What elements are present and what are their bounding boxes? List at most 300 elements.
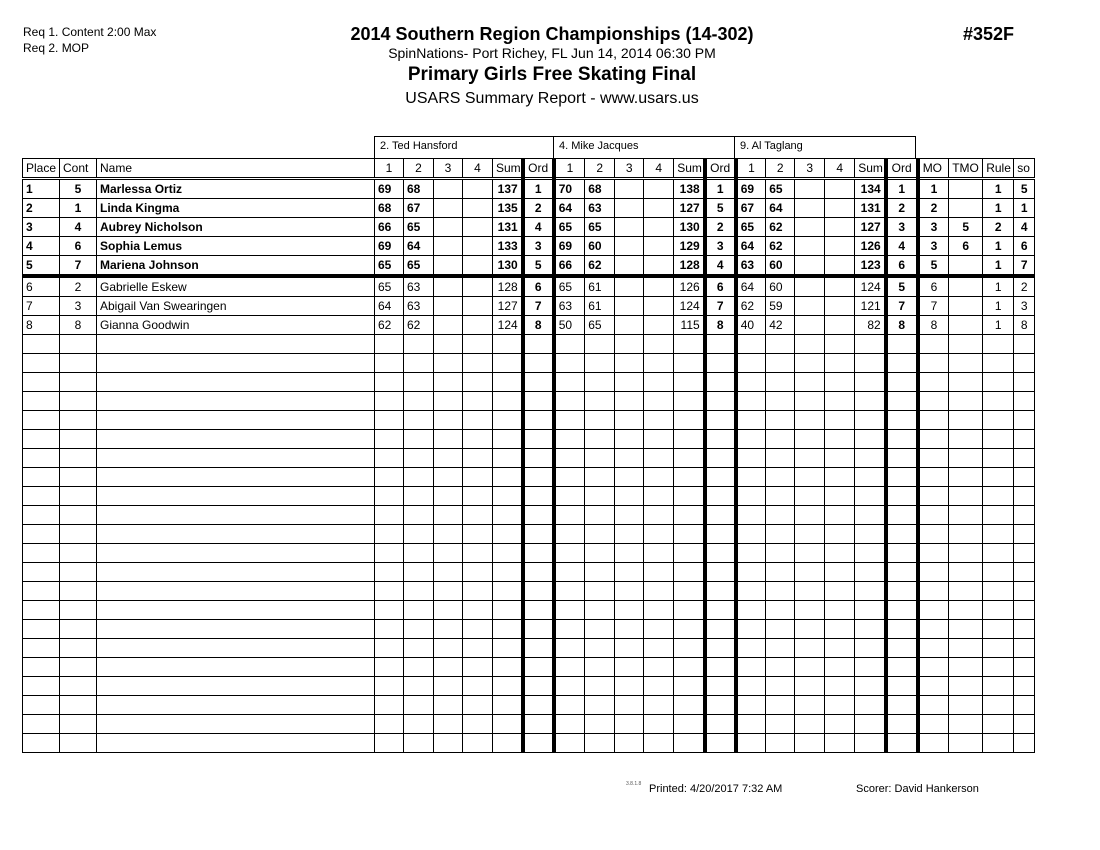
tmo-cell [949, 179, 983, 199]
table-row [23, 316, 1035, 335]
empty-cell [644, 601, 674, 620]
empty-cell [983, 658, 1014, 677]
empty-cell [434, 449, 463, 468]
judge-2-score-1: 65 [554, 276, 585, 297]
empty-row [23, 696, 1035, 715]
empty-cell [644, 544, 674, 563]
empty-cell [736, 449, 766, 468]
empty-cell [97, 449, 375, 468]
judge-1-score-2: 63 [404, 297, 434, 316]
rule-cell: 1 [983, 297, 1014, 316]
empty-cell [523, 563, 554, 582]
empty-cell [60, 544, 97, 563]
judge-2-ordinal: 6 [705, 276, 736, 297]
empty-cell [736, 582, 766, 601]
empty-cell [463, 449, 493, 468]
judge-3-score-3 [795, 297, 825, 316]
empty-cell [463, 487, 493, 506]
version-label: 3.8.1.8 [626, 781, 642, 787]
table-row [23, 218, 1035, 237]
empty-cell [949, 430, 983, 449]
empty-cell [705, 696, 736, 715]
empty-cell [918, 392, 949, 411]
judge-3-score-1: 63 [736, 256, 766, 277]
empty-cell [886, 487, 918, 506]
rule-cell: 1 [983, 237, 1014, 256]
empty-cell [60, 392, 97, 411]
empty-cell [949, 734, 983, 753]
empty-cell [886, 677, 918, 696]
empty-cell [1014, 639, 1035, 658]
empty-cell [825, 639, 855, 658]
empty-cell [949, 506, 983, 525]
judge-2-score-2: 65 [585, 218, 615, 237]
empty-row [23, 449, 1035, 468]
empty-cell [825, 544, 855, 563]
empty-cell [97, 392, 375, 411]
j3-col-ord: Ord [886, 159, 918, 179]
empty-cell [463, 582, 493, 601]
place-cell: 2 [23, 199, 60, 218]
judge-3-score-3 [795, 179, 825, 199]
judge-3-score-4 [825, 199, 855, 218]
empty-cell [554, 582, 585, 601]
empty-cell [855, 563, 886, 582]
judge-3-ordinal: 5 [886, 276, 918, 297]
empty-cell [766, 506, 795, 525]
judge-1-ordinal: 8 [523, 316, 554, 335]
judge-3-score-1: 65 [736, 218, 766, 237]
judge-1-score-3 [434, 276, 463, 297]
empty-cell [463, 696, 493, 715]
empty-cell [463, 620, 493, 639]
empty-cell [554, 620, 585, 639]
empty-cell [585, 354, 615, 373]
empty-cell [23, 487, 60, 506]
empty-row [23, 506, 1035, 525]
report-title: USARS Summary Report - www.usars.us [405, 90, 699, 107]
empty-cell [23, 354, 60, 373]
empty-cell [404, 677, 434, 696]
empty-cell [23, 449, 60, 468]
empty-cell [23, 544, 60, 563]
empty-cell [434, 392, 463, 411]
empty-cell [918, 354, 949, 373]
empty-cell [918, 449, 949, 468]
empty-cell [855, 677, 886, 696]
empty-row [23, 734, 1035, 753]
empty-cell [554, 354, 585, 373]
empty-cell [23, 677, 60, 696]
judge-3-score-4 [825, 276, 855, 297]
tmo-cell: 6 [949, 237, 983, 256]
j3-col-1: 1 [736, 159, 766, 179]
empty-cell [825, 449, 855, 468]
empty-cell [97, 582, 375, 601]
empty-cell [918, 563, 949, 582]
empty-cell [918, 639, 949, 658]
empty-cell [523, 620, 554, 639]
empty-cell [493, 696, 523, 715]
judge-2-score-2: 62 [585, 256, 615, 277]
empty-cell [23, 620, 60, 639]
judge-2-score-4 [644, 316, 674, 335]
empty-cell [60, 582, 97, 601]
empty-cell [983, 430, 1014, 449]
place-cell: 1 [23, 179, 60, 199]
empty-cell [983, 468, 1014, 487]
empty-cell [585, 658, 615, 677]
empty-cell [766, 525, 795, 544]
empty-cell [375, 639, 404, 658]
empty-cell [766, 677, 795, 696]
judge-1-score-1: 65 [375, 276, 404, 297]
empty-cell [918, 696, 949, 715]
empty-cell [949, 525, 983, 544]
empty-cell [983, 734, 1014, 753]
empty-cell [855, 525, 886, 544]
empty-cell [825, 563, 855, 582]
empty-cell [404, 696, 434, 715]
empty-cell [404, 506, 434, 525]
empty-cell [949, 658, 983, 677]
empty-cell [766, 468, 795, 487]
empty-cell [949, 620, 983, 639]
empty-cell [23, 373, 60, 392]
empty-cell [949, 696, 983, 715]
so-cell: 8 [1014, 316, 1035, 335]
empty-cell [97, 525, 375, 544]
empty-cell [766, 696, 795, 715]
empty-cell [949, 392, 983, 411]
empty-cell [644, 658, 674, 677]
col-rule: Rule [983, 159, 1014, 179]
judge-2-score-4 [644, 179, 674, 199]
empty-cell [825, 411, 855, 430]
empty-cell [1014, 335, 1035, 354]
empty-cell [674, 506, 705, 525]
empty-cell [766, 430, 795, 449]
empty-cell [918, 373, 949, 392]
empty-cell [795, 449, 825, 468]
empty-cell [375, 544, 404, 563]
empty-cell [855, 335, 886, 354]
tmo-cell [949, 256, 983, 277]
judge-3-sum: 123 [855, 256, 886, 277]
empty-cell [523, 411, 554, 430]
empty-cell [705, 544, 736, 563]
empty-cell [404, 544, 434, 563]
empty-cell [585, 582, 615, 601]
empty-cell [23, 639, 60, 658]
empty-cell [886, 354, 918, 373]
empty-cell [886, 373, 918, 392]
judge-3-sum: 82 [855, 316, 886, 335]
empty-cell [493, 506, 523, 525]
judge-1-score-2: 64 [404, 237, 434, 256]
empty-cell [644, 354, 674, 373]
j1-col-1: 1 [375, 159, 404, 179]
empty-cell [434, 354, 463, 373]
empty-cell [375, 411, 404, 430]
empty-cell [825, 430, 855, 449]
empty-cell [705, 392, 736, 411]
empty-cell [434, 734, 463, 753]
empty-cell [705, 639, 736, 658]
empty-cell [674, 620, 705, 639]
empty-cell [523, 487, 554, 506]
empty-cell [434, 696, 463, 715]
table-row [23, 276, 1035, 297]
empty-cell [23, 734, 60, 753]
empty-cell [795, 335, 825, 354]
empty-cell [1014, 487, 1035, 506]
empty-cell [523, 639, 554, 658]
empty-cell [375, 468, 404, 487]
empty-cell [463, 411, 493, 430]
empty-cell [554, 449, 585, 468]
empty-cell [674, 544, 705, 563]
judge-2-score-4 [644, 276, 674, 297]
empty-cell [736, 544, 766, 563]
empty-cell [825, 658, 855, 677]
judge-2-score-1: 70 [554, 179, 585, 199]
empty-cell [404, 449, 434, 468]
judge-2-score-3 [615, 218, 644, 237]
empty-cell [434, 620, 463, 639]
empty-cell [949, 582, 983, 601]
empty-cell [23, 563, 60, 582]
judge-1-score-4 [463, 179, 493, 199]
empty-cell [949, 468, 983, 487]
empty-cell [644, 392, 674, 411]
empty-cell [463, 373, 493, 392]
empty-cell [554, 715, 585, 734]
j1-col-sum: Sum [493, 159, 523, 179]
empty-cell [766, 544, 795, 563]
empty-cell [554, 525, 585, 544]
empty-cell [615, 373, 644, 392]
empty-cell [983, 601, 1014, 620]
empty-cell [795, 468, 825, 487]
empty-cell [523, 544, 554, 563]
empty-cell [463, 658, 493, 677]
empty-cell [949, 601, 983, 620]
empty-cell [554, 677, 585, 696]
judge-2-sum: 126 [674, 276, 705, 297]
empty-cell [644, 734, 674, 753]
empty-cell [434, 677, 463, 696]
empty-cell [705, 468, 736, 487]
empty-cell [493, 544, 523, 563]
empty-cell [674, 658, 705, 677]
empty-cell [674, 601, 705, 620]
empty-cell [825, 506, 855, 525]
judge-3-score-2: 60 [766, 276, 795, 297]
empty-cell [918, 430, 949, 449]
empty-cell [886, 506, 918, 525]
empty-cell [523, 506, 554, 525]
empty-cell [644, 468, 674, 487]
empty-cell [404, 525, 434, 544]
empty-cell [554, 468, 585, 487]
judge-1-score-4 [463, 237, 493, 256]
empty-cell [886, 392, 918, 411]
judge-2-score-2: 60 [585, 237, 615, 256]
place-cell: 4 [23, 237, 60, 256]
empty-cell [736, 392, 766, 411]
scorer-name: Scorer: David Hankerson [856, 783, 979, 795]
empty-cell [674, 696, 705, 715]
judge-3-score-4 [825, 256, 855, 277]
empty-cell [493, 335, 523, 354]
empty-cell [766, 715, 795, 734]
empty-cell [855, 430, 886, 449]
empty-cell [434, 525, 463, 544]
col-name: Name [97, 159, 375, 179]
empty-cell [23, 411, 60, 430]
empty-cell [886, 430, 918, 449]
empty-cell [983, 715, 1014, 734]
empty-cell [949, 563, 983, 582]
tmo-cell [949, 297, 983, 316]
judge-3-ordinal: 3 [886, 218, 918, 237]
judge-2-score-3 [615, 179, 644, 199]
so-cell: 5 [1014, 179, 1035, 199]
empty-cell [918, 734, 949, 753]
empty-cell [795, 392, 825, 411]
empty-cell [825, 487, 855, 506]
empty-cell [434, 373, 463, 392]
empty-cell [493, 715, 523, 734]
empty-cell [97, 411, 375, 430]
empty-cell [375, 658, 404, 677]
skater-name: Linda Kingma [97, 199, 375, 218]
judge-3-score-4 [825, 237, 855, 256]
judge-3-score-2: 64 [766, 199, 795, 218]
empty-cell [585, 563, 615, 582]
empty-cell [983, 582, 1014, 601]
empty-cell [949, 639, 983, 658]
empty-cell [523, 354, 554, 373]
empty-cell [585, 411, 615, 430]
empty-cell [615, 639, 644, 658]
empty-cell [795, 715, 825, 734]
empty-cell [795, 582, 825, 601]
judge-3-sum: 131 [855, 199, 886, 218]
judge-3-score-3 [795, 237, 825, 256]
judge-header-1: 2. Ted Hansford [374, 136, 554, 158]
empty-cell [644, 582, 674, 601]
empty-cell [1014, 563, 1035, 582]
empty-cell [795, 563, 825, 582]
empty-cell [463, 525, 493, 544]
judge-1-score-3 [434, 179, 463, 199]
empty-cell [795, 639, 825, 658]
empty-cell [918, 411, 949, 430]
empty-cell [523, 335, 554, 354]
judge-1-ordinal: 3 [523, 237, 554, 256]
empty-cell [97, 601, 375, 620]
judge-1-score-2: 62 [404, 316, 434, 335]
empty-cell [585, 335, 615, 354]
empty-cell [795, 696, 825, 715]
table-row [23, 199, 1035, 218]
empty-cell [585, 601, 615, 620]
cont-cell: 4 [60, 218, 97, 237]
empty-cell [1014, 715, 1035, 734]
j3-col-4: 4 [825, 159, 855, 179]
empty-cell [825, 734, 855, 753]
empty-cell [523, 373, 554, 392]
empty-cell [554, 506, 585, 525]
empty-cell [585, 468, 615, 487]
empty-cell [1014, 392, 1035, 411]
empty-cell [855, 734, 886, 753]
j1-col-3: 3 [434, 159, 463, 179]
cont-cell: 7 [60, 256, 97, 277]
empty-cell [585, 487, 615, 506]
judge-2-score-3 [615, 237, 644, 256]
empty-cell [886, 563, 918, 582]
empty-cell [1014, 411, 1035, 430]
empty-cell [60, 601, 97, 620]
judge-header-3: 9. Al Taglang [734, 136, 916, 158]
empty-cell [825, 582, 855, 601]
tmo-cell [949, 316, 983, 335]
empty-cell [60, 639, 97, 658]
judge-3-score-2: 65 [766, 179, 795, 199]
empty-cell [705, 525, 736, 544]
judge-2-score-2: 63 [585, 199, 615, 218]
empty-cell [493, 658, 523, 677]
judge-1-score-4 [463, 218, 493, 237]
empty-cell [1014, 468, 1035, 487]
empty-cell [375, 677, 404, 696]
empty-cell [795, 544, 825, 563]
empty-cell [674, 563, 705, 582]
empty-cell [983, 487, 1014, 506]
empty-row [23, 525, 1035, 544]
empty-cell [585, 696, 615, 715]
empty-cell [766, 601, 795, 620]
empty-cell [23, 392, 60, 411]
empty-cell [523, 392, 554, 411]
empty-cell [463, 430, 493, 449]
empty-cell [795, 658, 825, 677]
judge-1-score-1: 65 [375, 256, 404, 277]
empty-cell [375, 449, 404, 468]
empty-cell [60, 411, 97, 430]
empty-row [23, 582, 1035, 601]
empty-cell [949, 544, 983, 563]
judge-3-sum: 127 [855, 218, 886, 237]
empty-cell [795, 411, 825, 430]
empty-cell [404, 658, 434, 677]
empty-cell [463, 544, 493, 563]
empty-cell [60, 620, 97, 639]
j2-col-3: 3 [615, 159, 644, 179]
empty-cell [983, 620, 1014, 639]
header-row [23, 159, 1035, 179]
empty-cell [674, 487, 705, 506]
empty-cell [644, 411, 674, 430]
j3-col-sum: Sum [855, 159, 886, 179]
empty-cell [918, 620, 949, 639]
rule-cell: 1 [983, 256, 1014, 277]
empty-cell [855, 696, 886, 715]
judge-3-score-3 [795, 276, 825, 297]
